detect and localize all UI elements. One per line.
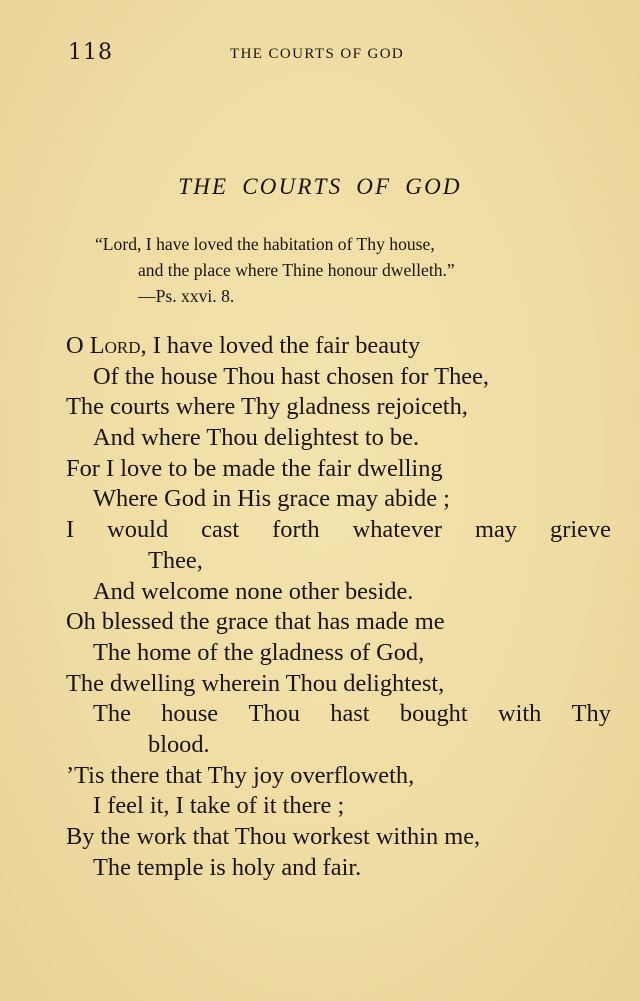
poem-line: The courts where Thy gladness rejoiceth, [66,393,468,421]
epigraph-citation: —Ps. xxvi. 8. [138,286,235,306]
epigraph-line: and the place where Thine honour dwelleth.” [138,260,455,280]
poem-line-text: , I have loved the fair beauty [140,332,421,359]
poem-line-continuation: blood. [148,730,210,758]
page-header [68,40,592,70]
poem-line: The home of the gladness of God, [93,638,425,666]
poem-word: forth [272,516,320,544]
poem-word: Thou [248,700,300,728]
poem-title: THE COURTS OF GOD [178,174,462,199]
page-number: 118 [68,40,113,65]
poem-line [66,331,611,362]
poem-word: hast [330,700,370,728]
poem-word: with [497,700,542,728]
poem-word: whatever [352,516,442,544]
poem-line: Where God in His grace may abide ; [93,485,450,513]
epigraph-line: “Lord, I have loved the habitation of Thy house, [95,234,435,254]
poem-line: By the work that Thou workest within me, [66,823,481,850]
poem-word: I [66,516,75,544]
poem-word: The [93,700,131,728]
poem-word: house [161,700,219,728]
poem-line-justified [66,699,611,730]
poem-line: And where Thou delightest to be. [93,424,420,452]
epigraph [95,231,575,309]
poem-line: The dwelling wherein Thou delightest, [66,669,445,697]
poem-word: would [107,516,169,544]
poem-word: bought [399,700,468,728]
poem-line: I feel it, I take of it there ; [93,792,345,820]
poem-line: Oh blessed the grace that has made me [66,608,445,636]
poem-body [66,331,611,883]
running-head: THE COURTS OF GOD [230,46,405,62]
poem-word: grieve [550,516,611,544]
poem-line-text: O [66,332,90,359]
poem-word: may [475,516,517,544]
poem-line-justified [66,515,611,546]
poem-line: For I love to be made the fair dwelling [66,454,443,482]
poem-line: Of the house Thou hast chosen for Thee, [93,362,490,390]
small-caps-word: Lord [89,332,141,359]
poem-word: cast [201,516,240,544]
poem-line: And welcome none other beside. [93,577,414,605]
poem-line: The temple is holy and fair. [93,853,362,881]
poem-line: ’Tis there that Thy joy overfloweth, [66,761,415,789]
poem-word: Thy [571,700,611,728]
poem-line-continuation: Thee, [148,546,203,574]
